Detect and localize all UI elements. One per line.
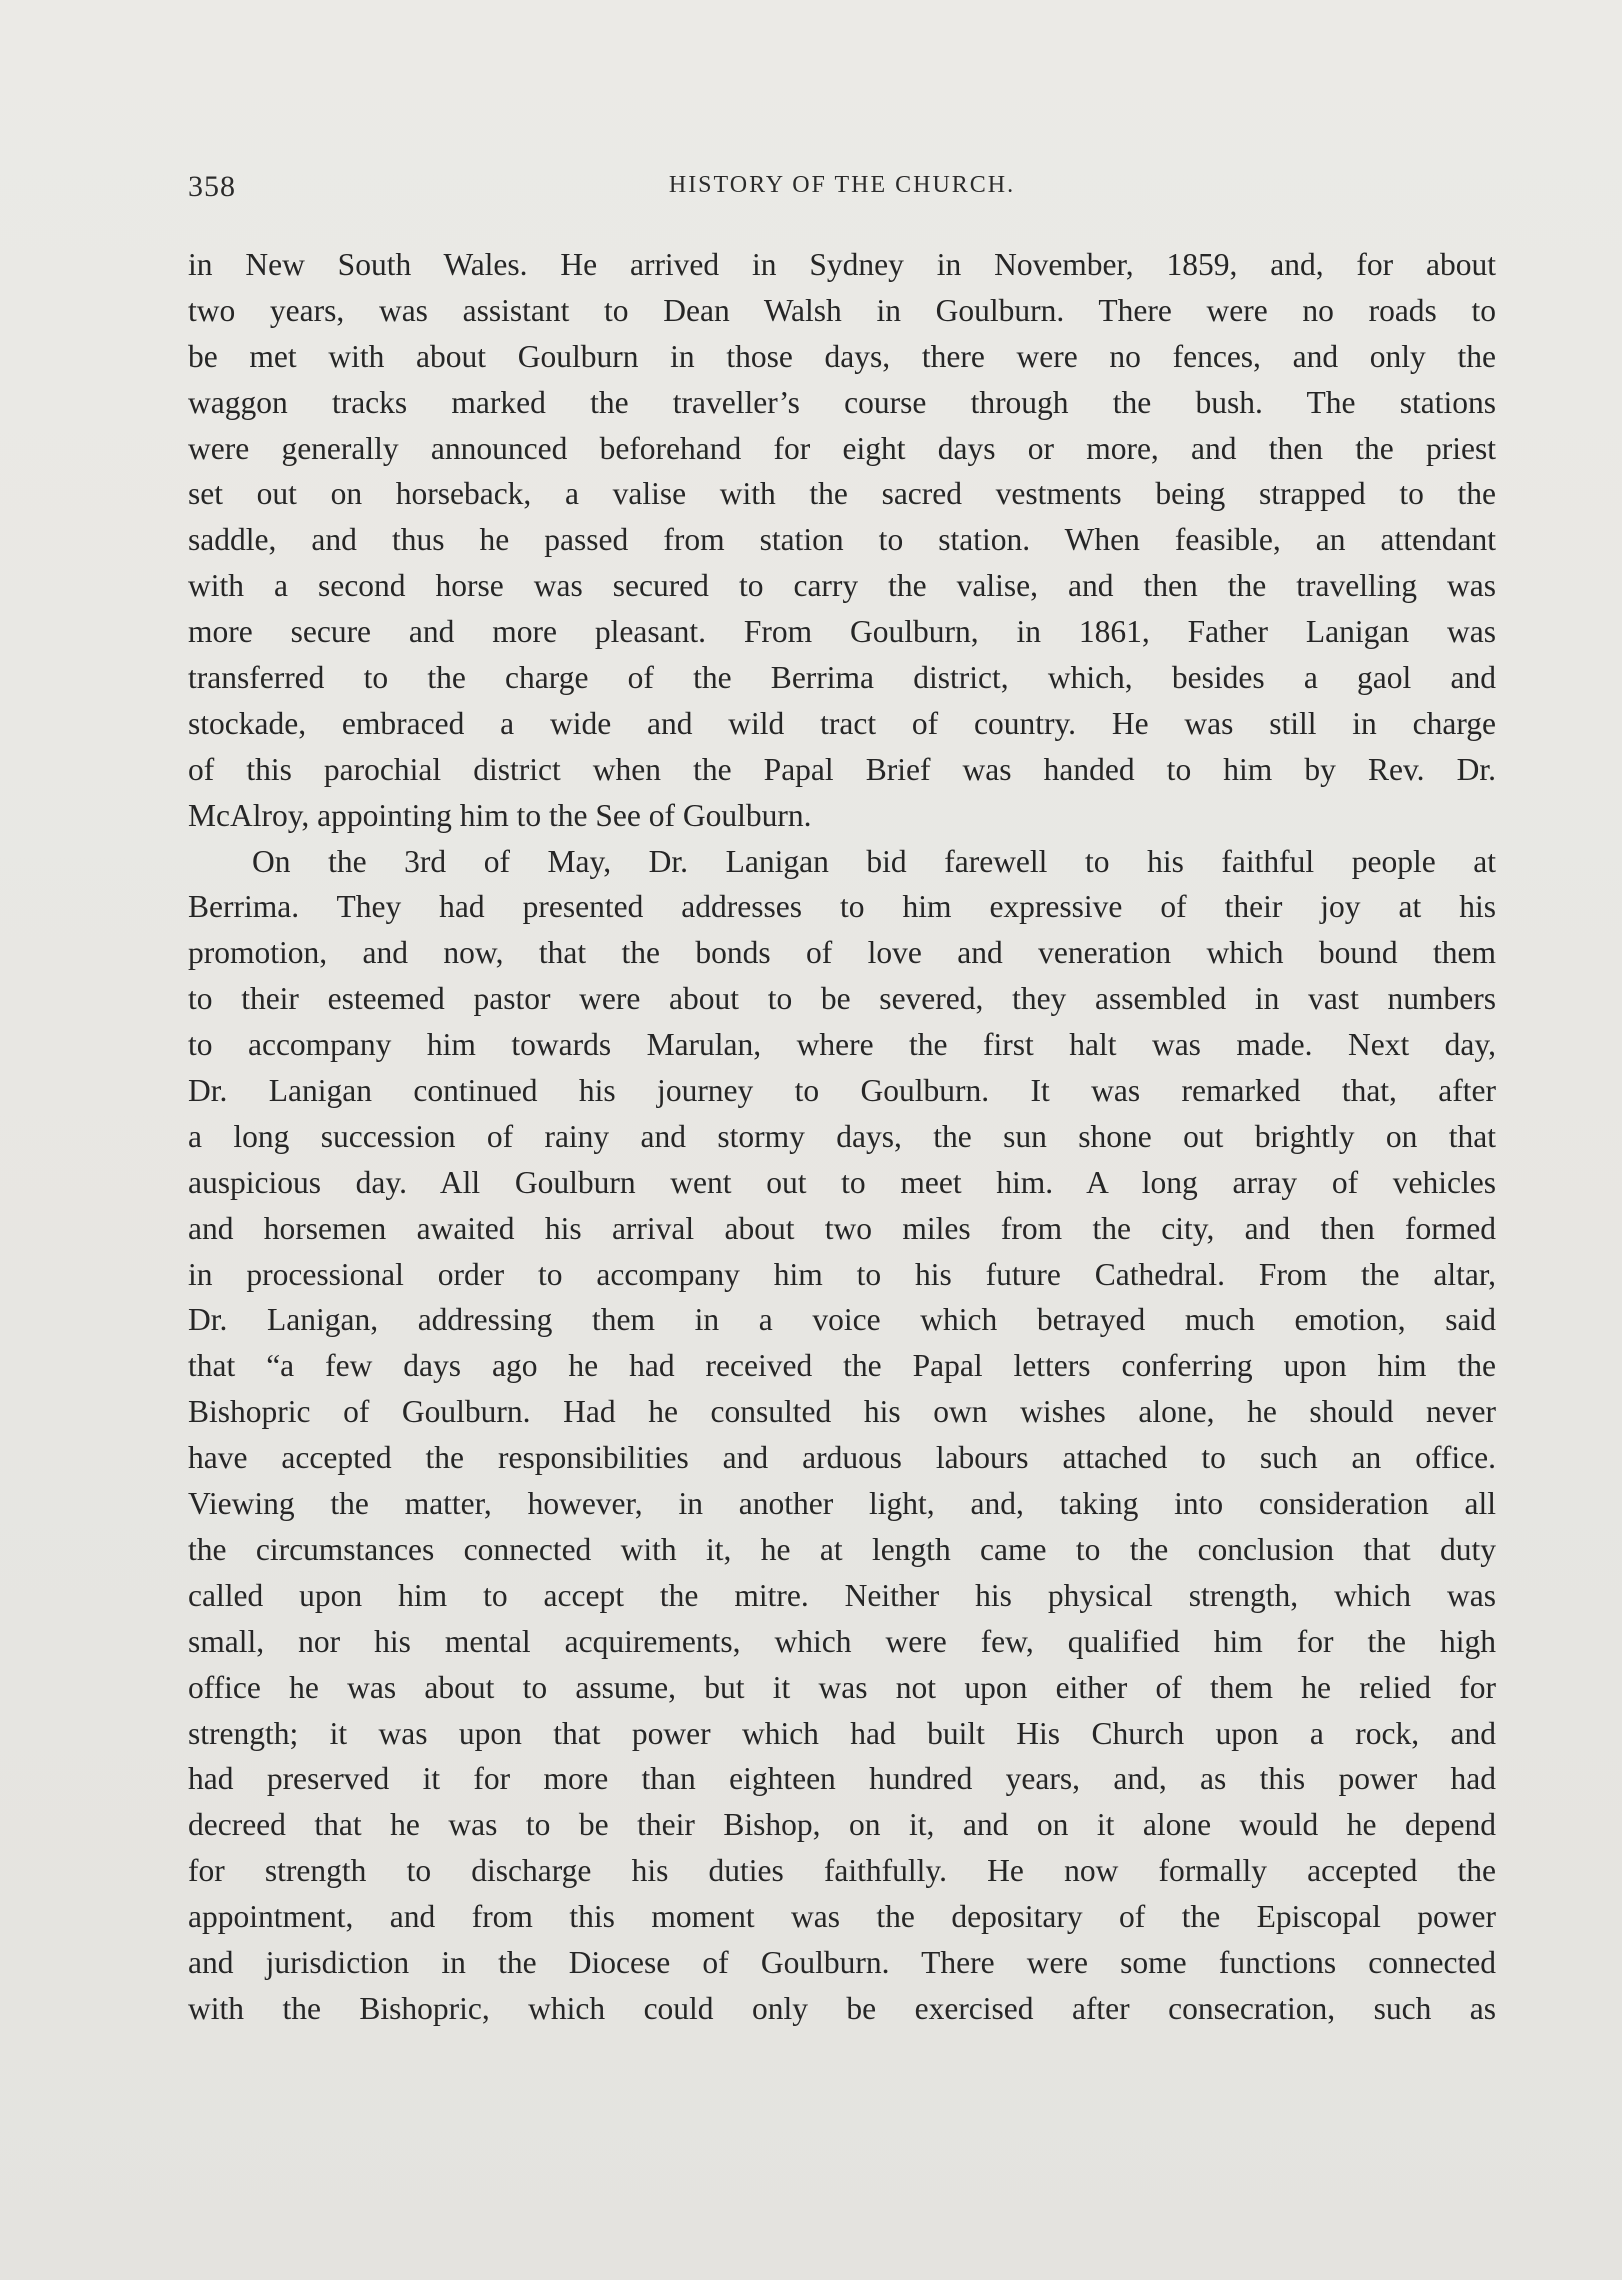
text-line: Dr. Lanigan, addressing them in a voice which betrayed much emotion, said bbox=[188, 1302, 1496, 1338]
body-text bbox=[188, 242, 1496, 2032]
text-line: in processional order to accompany him to his future Cathedral. From the altar, bbox=[188, 1256, 1496, 1292]
page-number: 358 bbox=[188, 170, 236, 203]
text-line: have accepted the responsibilities and arduous labours attached to such an office. bbox=[188, 1440, 1496, 1476]
text-line: to accompany him towards Marulan, where the first halt was made. Next day, bbox=[188, 1027, 1496, 1063]
text-line: strength; it was upon that power which had built His Church upon a rock, and bbox=[188, 1715, 1496, 1751]
text-line: McAlroy, appointing him to the See of Goulburn. bbox=[188, 797, 812, 833]
text-line: be met with about Goulburn in those days, there were no fences, and only the bbox=[188, 338, 1496, 374]
text-line: for strength to discharge his duties faithfully. He now formally accepted the bbox=[188, 1853, 1496, 1889]
text-line: Dr. Lanigan continued his journey to Goulburn. It was remarked that, after bbox=[188, 1073, 1496, 1109]
text-line: a long succession of rainy and stormy days, the sun shone out brightly on that bbox=[188, 1118, 1496, 1154]
text-line: decreed that he was to be their Bishop, on it, and on it alone would he depend bbox=[188, 1807, 1496, 1843]
text-line: with a second horse was secured to carry the valise, and then the travelling was bbox=[188, 568, 1496, 604]
text-line: more secure and more pleasant. From Goulburn, in 1861, Father Lanigan was bbox=[188, 614, 1496, 650]
text-line: and jurisdiction in the Diocese of Goulburn. There were some functions connected bbox=[188, 1944, 1496, 1980]
text-line: called upon him to accept the mitre. Neither his physical strength, which was bbox=[188, 1577, 1496, 1613]
text-line: the circumstances connected with it, he at length came to the conclusion that duty bbox=[188, 1531, 1496, 1567]
text-line: promotion, and now, that the bonds of love and veneration which bound them bbox=[188, 935, 1496, 971]
text-line: were generally announced beforehand for eight days or more, and then the priest bbox=[188, 430, 1496, 466]
text-line: appointment, and from this moment was the depositary of the Episcopal power bbox=[188, 1899, 1496, 1935]
text-line: saddle, and thus he passed from station to station. When feasible, an attendant bbox=[188, 522, 1496, 558]
text-line: waggon tracks marked the traveller’s course through the bush. The stations bbox=[188, 384, 1496, 420]
page-header bbox=[188, 170, 1496, 210]
text-line: Bishopric of Goulburn. Had he consulted his own wishes alone, he should never bbox=[188, 1394, 1496, 1430]
running-head: HISTORY OF THE CHURCH. bbox=[668, 172, 1016, 198]
text-line: Berrima. They had presented addresses to him expressive of their joy at his bbox=[188, 889, 1496, 925]
text-line: to their esteemed pastor were about to be severed, they assembled in vast numbers bbox=[188, 981, 1496, 1017]
text-line: of this parochial district when the Papal Brief was handed to him by Rev. Dr. bbox=[188, 751, 1496, 787]
text-line: and horsemen awaited his arrival about two miles from the city, and then formed bbox=[188, 1210, 1496, 1246]
paragraph-first-line: On the 3rd of May, Dr. Lanigan bid farewell to his faithful people at bbox=[252, 843, 1496, 879]
text-line: office he was about to assume, but it was not upon either of them he relied for bbox=[188, 1669, 1496, 1705]
text-line: auspicious day. All Goulburn went out to meet him. A long array of vehicles bbox=[188, 1164, 1496, 1200]
text-line: two years, was assistant to Dean Walsh in Goulburn. There were no roads to bbox=[188, 292, 1496, 328]
text-line: set out on horseback, a valise with the sacred vestments being strapped to the bbox=[188, 476, 1496, 512]
text-line: stockade, embraced a wide and wild tract of country. He was still in charge bbox=[188, 705, 1496, 741]
text-line: transferred to the charge of the Berrima district, which, besides a gaol and bbox=[188, 660, 1496, 696]
text-line: small, nor his mental acquirements, which were few, qualified him for the high bbox=[188, 1623, 1496, 1659]
text-line: in New South Wales. He arrived in Sydney in November, 1859, and, for about bbox=[188, 247, 1496, 282]
text-line: Viewing the matter, however, in another light, and, taking into consideration all bbox=[188, 1486, 1496, 1522]
text-line: that “a few days ago he had received the Papal letters conferring upon him the bbox=[188, 1348, 1496, 1384]
text-line: with the Bishopric, which could only be exercised after consecration, such as bbox=[188, 1990, 1496, 2026]
text-line: had preserved it for more than eighteen hundred years, and, as this power had bbox=[188, 1761, 1496, 1797]
